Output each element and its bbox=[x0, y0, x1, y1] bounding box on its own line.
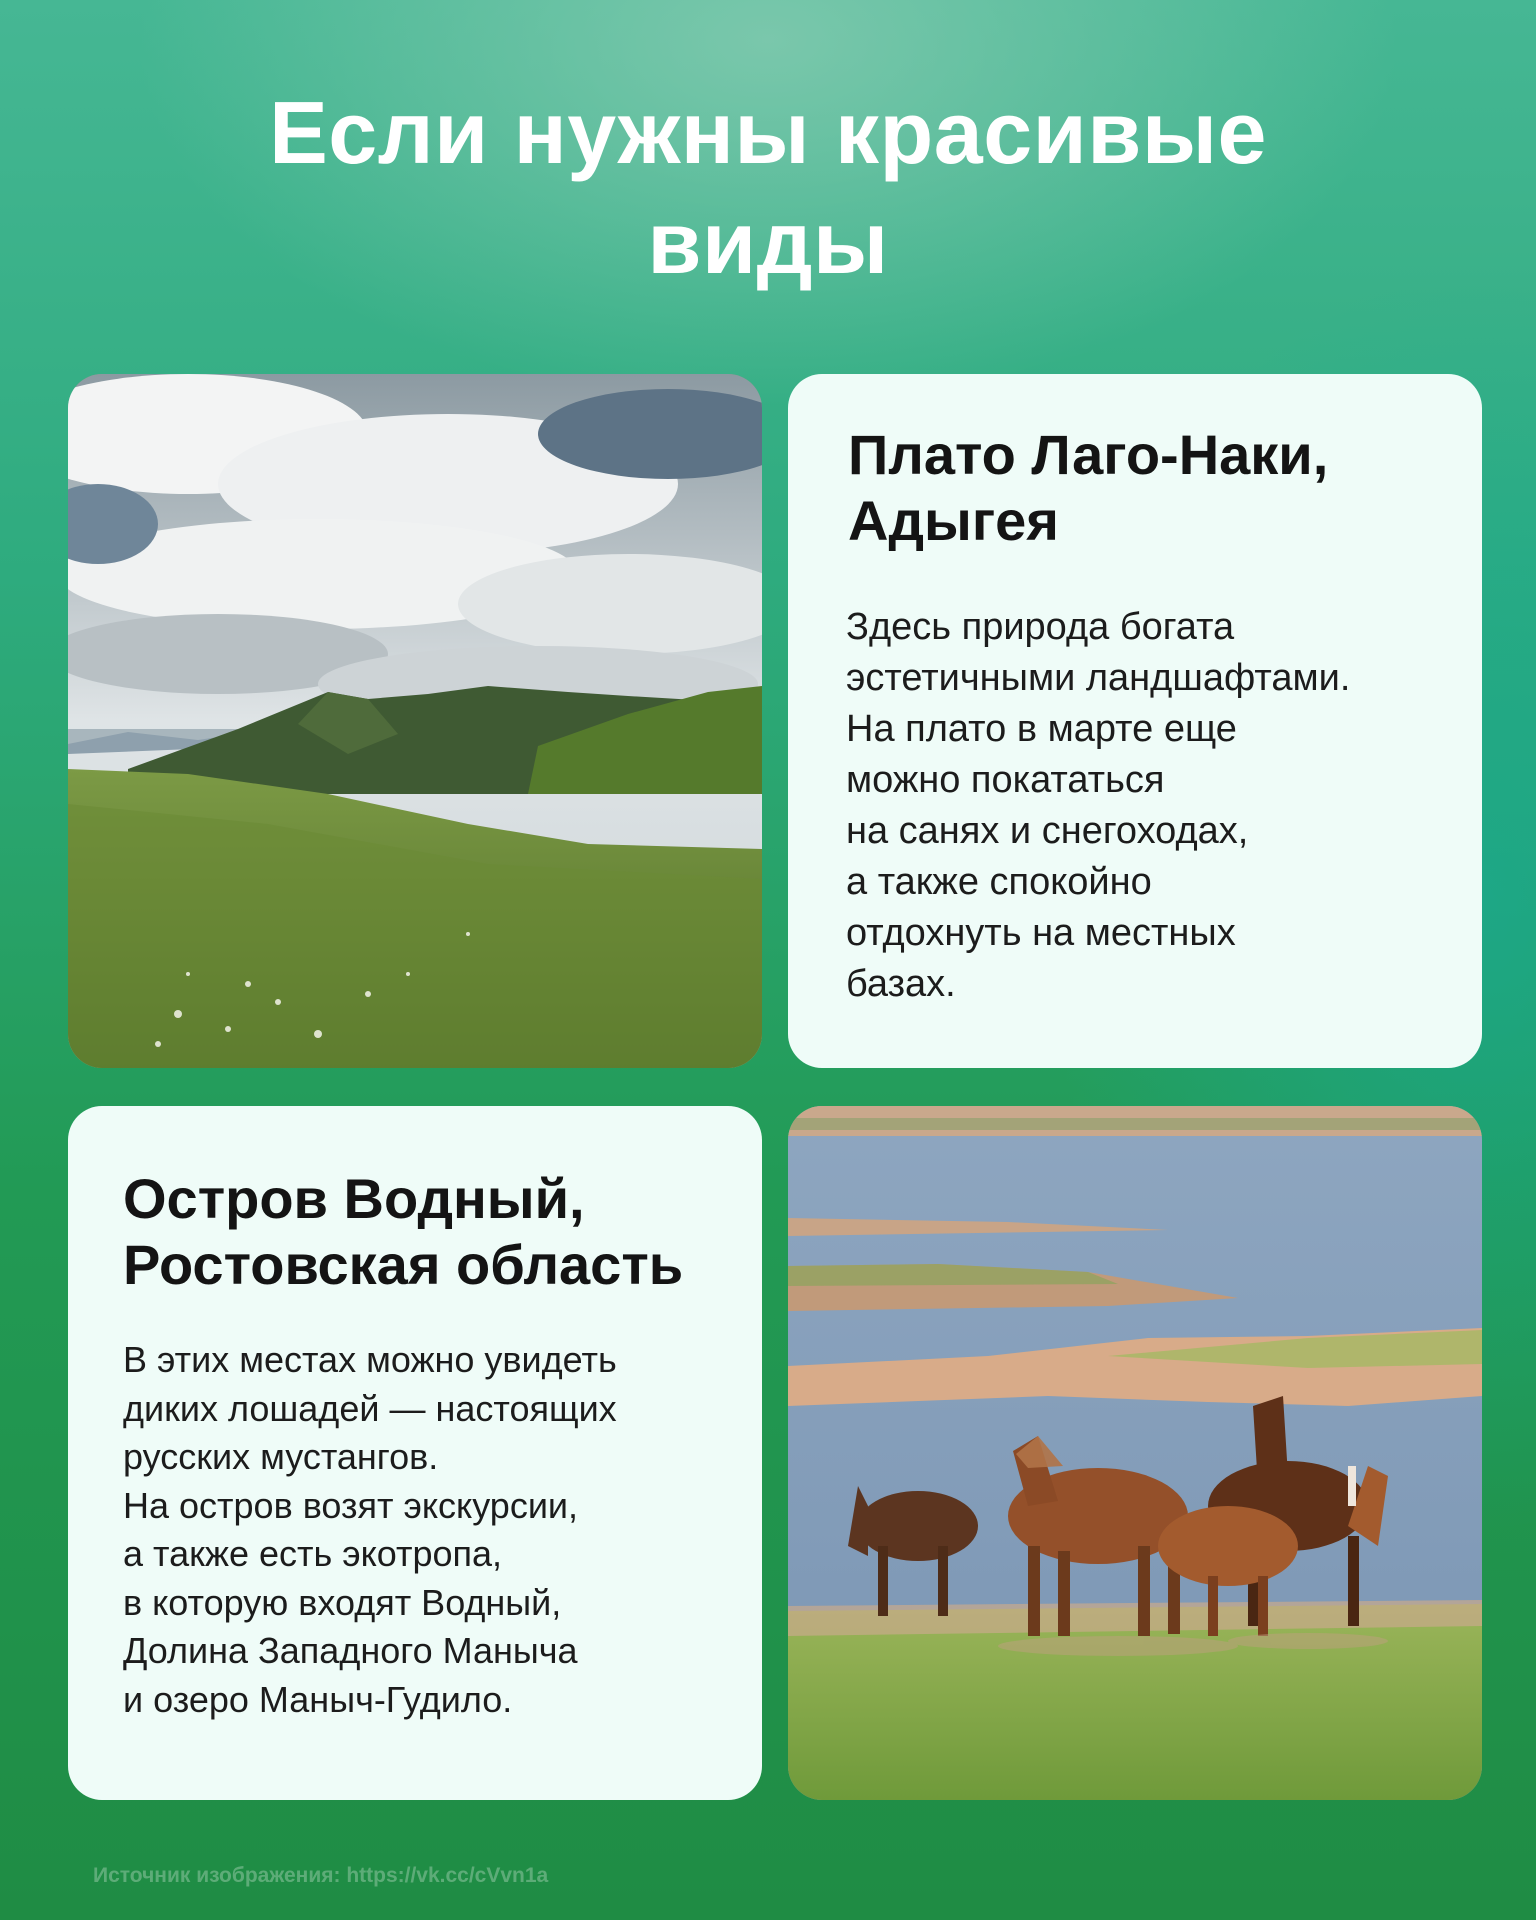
page-title bbox=[0, 78, 1536, 298]
description-line: На плато в марте еще bbox=[846, 708, 1237, 750]
vodny-card bbox=[68, 1106, 762, 1800]
vodny-title-line-2: Ростовская область bbox=[123, 1233, 684, 1296]
description-line: Долина Западного Маныча bbox=[123, 1630, 578, 1671]
description-line: на санях и снегоходах, bbox=[846, 810, 1249, 852]
description-line: В этих местах можно увидеть bbox=[123, 1339, 617, 1380]
description-line: базах. bbox=[846, 963, 956, 1005]
description-line: На остров возят экскурсии, bbox=[123, 1484, 579, 1526]
lago-naki-photo bbox=[68, 374, 762, 1068]
description-line: диких лошадей — настоящих bbox=[123, 1387, 617, 1429]
description-line: можно покататься bbox=[846, 759, 1165, 801]
description-line: в которую входят Водный, bbox=[123, 1581, 562, 1623]
page-title-line-1: Если нужны красивые bbox=[269, 83, 1267, 182]
page-title-line-2: виды bbox=[647, 193, 889, 292]
horses-lake-image bbox=[788, 1106, 1482, 1800]
description-line: и озеро Маныч-Гудило. bbox=[123, 1678, 513, 1720]
vodny-photo bbox=[788, 1106, 1482, 1800]
lago-naki-title bbox=[848, 422, 1328, 554]
description-line: а также есть экотропа, bbox=[123, 1533, 503, 1574]
lago-naki-card bbox=[788, 374, 1482, 1068]
image-source-caption: Источник изображения: https://vk.cc/cVvn1a bbox=[93, 1864, 549, 1887]
mountain-landscape-image bbox=[68, 374, 762, 1068]
description-line: а также спокойно bbox=[846, 861, 1152, 903]
description-line: отдохнуть на местных bbox=[846, 912, 1236, 954]
description-line: русских мустангов. bbox=[123, 1436, 439, 1477]
description-line: эстетичными ландшафтами. bbox=[846, 657, 1351, 699]
description-line: Здесь природа богата bbox=[846, 606, 1235, 648]
lago-naki-title-line-2: Адыгея bbox=[848, 489, 1059, 552]
vodny-description bbox=[123, 1336, 617, 1724]
vodny-title-line-1: Остров Водный, bbox=[123, 1167, 585, 1230]
lago-naki-title-line-1: Плато Лаго-Наки, bbox=[848, 423, 1329, 486]
vodny-title bbox=[123, 1166, 683, 1298]
lago-naki-description bbox=[846, 602, 1350, 1010]
